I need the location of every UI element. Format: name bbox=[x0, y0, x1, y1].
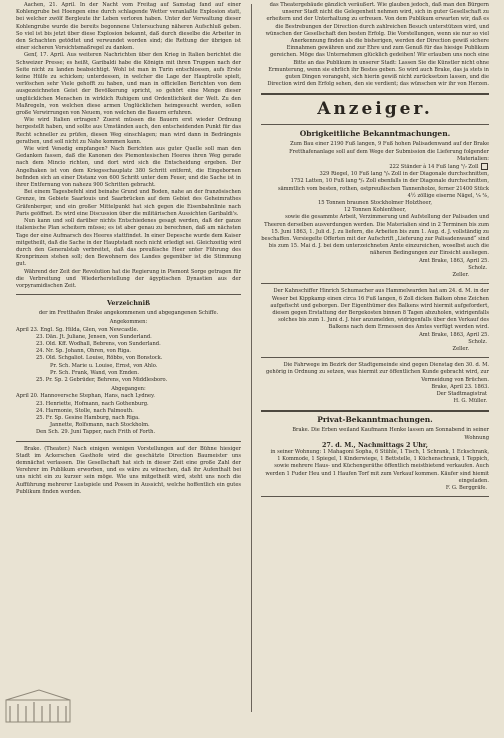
departed-row: April 20. Hannoversche Stephan, Hans, nach Lydney. bbox=[16, 393, 155, 400]
private-signature: F. G. Berggräfe. bbox=[445, 484, 487, 491]
departed-row: 23. Henriette, Hofmann, nach Gothenburg. bbox=[36, 400, 149, 407]
private-section-heading: Privat-Bekanntmachungen. bbox=[317, 415, 433, 425]
news-aachen: Aachen, 21. April. In der Nacht vom Freitag auf Samstag fand auf einer Kohlengrube bei Hoengen eine durch schlagende Wetter veranlaßte Explosion statt, bei welcher zwölf Bergleute ihr Leben verloren haben. Unter der Verwaltung dieser Kohlengrube wurde die bereits begonnene Untersuchung näheren Aufschluß geben. So viel ist bis jetzt über diese Explosion bekannt, daß durch dieselbe die Arbeiter in den Schachten getödtet und verwundet worden sind; die Rettung der übrigen ist einer sicheren Vorsichtsmaßregel zu danken. bbox=[16, 2, 241, 52]
page-sheet bbox=[8, 2, 494, 718]
column-rule bbox=[251, 4, 252, 712]
private-text: in seiner Wohnung: 1 Mahagoni Sopha, 6 Stühle, 1 Tisch, 1 Schrank, 1 Eckschrank, 1 Kommode, 1 Spiegel, 1 Kinderwiege, 1 Bettstelle, 1 Küchenschrank, 1 Teppich, sowie mehrere Haus- und Küchengeräthe öffentlich meistbietend verkaufen. Auch werden 1 Fuder Heu und 1 Haufen Torf mit zum Verkauf kommen. Käufer sind hiemit eingeladen. bbox=[265, 448, 489, 484]
departed-row: 25. Fr. Sp. Gesine Hamburg, nach Riga. bbox=[36, 414, 140, 421]
arrived-row: 25. Old. Schgaliot. Louise, Röbbs, von Bonstock. bbox=[36, 355, 163, 362]
theatre-continued: das Theatergebäude gänzlich veräußert. Wie glauben jedoch, daß man den Bürgern unserer Stadt nicht die Gelegenheit nehmen wird, sich in guter Gesellschaft zu erheitern und der Unterhaltung zu erfreuen. Von dem Publikum erwarten wir, daß es die Bestrebungen der Direction durch zahlreichen Besuch unterstützen wird, und wünschen der Gesellschaft den besten Erfolg. Die Vorstellungen, wenn sie nur so viel Anerkennung finden als die bisherigen, werden der Direction gewiß sichere Einnahmen gewähren und zur Ehre und zum Genuß für das hiesige Publikum gereichen. Möge das Unternehmen glücklich gedeihen! Wir erlauben uns noch eine Bitte an das Publikum in unserer Stadt: Lassen Sie die Künstler nicht ohne Ermunterung, wenn sie ehrlich ihr Bestes geben. So wird auch Brake, das ja stets in guten Dingen vorangeht, sich hierin gewiß nicht zurücksetzen lassen, und die Direction wird den Erfolg sehen, den sie verdient; das wünschen wir ihr von Herzen. bbox=[265, 2, 489, 88]
notice-balken-signature-2: Zeller. bbox=[452, 345, 469, 352]
news-paragraph-3: Wie wird Italien ertragen? Zuerst müssen die Bauern erst wieder Ordnung hergestellt haben, und sollte aus Umständen auch, den entscheidenden Punkt für das Recht schneller zu prüfen, diesen Weg einschlagen; man wird dann in Bedrängnis gerathen, und soll nicht zu Nahe kommen kann. bbox=[16, 117, 241, 145]
news-genf: Genf, 17. April. Aus weiteren Nachrichten über den Krieg in Italien berichtet die Schweizer Presse; es heißt, Garibaldi habe die Königin mit ihren Truppen nach der Seite nicht zu landen beabsichtigt. Wohl ist man in Turin entschlossen, aufs Erste keine Hülfe zu schicken; unterdessen, in welcher die Lage der Hauptrolle spielt, verlöschen sehr Viele gehofft zu haben, und man in officiellen Berichten von dem ausgezeichneten Geist der Bevölkerung spricht, so gehört eine Menge dieser unglücklichen Menschen in wirklich Ruhigem und Ordentlichkeit der Welt. Zu den Maßregeln, von welchen diese armen Unglücklichen heimgesucht werden, sollen große Verwirrungen von Neuem, von welchen die Bauern erfuhren. bbox=[16, 52, 241, 117]
material-item: 1752 Latten, 10 Fuß lang ⁴/₂ Zoll ebenfalls in der Diagonale durchschnitten, bbox=[290, 178, 489, 185]
private-date: 27. d. M., Nachmittags 2 Uhr, bbox=[321, 440, 429, 449]
auction-signature: Scholz. bbox=[468, 264, 487, 271]
private-intro: Brake. Die Erben weiland Kaufmann Henke lassen am Sonnabend in seiner Wohnung bbox=[292, 427, 489, 441]
news-paragraph-6: Nun kann und soll darüber nichts Entschiedenes gesagt werden, daß der ganze italienische Plan scheitern müsse; es ist aber genau zu berechnen, daß am nächsten Tage der eine Aufmarsch des Heeres stattfindet. In einer Depesche wurde dem Kaiser mitgetheilt, daß die Sache in der Hauptstadt noch nicht erledigt sei. Gleichzeitig wird durch den Generalstab verbreitet, daß das preußische Heer unter Führung des Kronprinzen stehen soll; den Bewohnern des Landes gegenüber ist die Stimmung gut. bbox=[16, 218, 241, 268]
arrived-row: 23. Old. Kff. Wodhall, Bebrens, von Sunderland. bbox=[36, 340, 161, 347]
right-column bbox=[261, 2, 489, 501]
theatre-notice: Brake. (Theater.) Nach einigen wenigen Vorstellungen auf der Bühne hiesiger Stadt im Ackerschen Gasthofe wird die geschätzte Direction Baumeister uns demnächst verlassen. Die Gesellschaft hat sich in dieser Zeit eine große Zahl der Verehrer im Publikum erworben, und es wäre zu wünschen, daß ihr Aufenthalt bei uns nicht ein zu kurzer sein möge. Wie uns mitgetheilt wird, steht uns noch die Aufführung mehrerer Lustspiele und Possen in Aussicht, welche hoffentlich ein gutes Publikum finden werden. bbox=[16, 445, 241, 495]
official-section-heading: Obrigkeitliche Bekanntmachungen. bbox=[299, 129, 451, 139]
divider bbox=[261, 410, 489, 412]
auction-intro: Zum Bau einer 2190 Fuß langen, 9 Fuß hohen Palisadenwand auf der Brake Fretthafenanlage soll auf dem Wege der Submission die Lieferung folgender Materialien: bbox=[289, 141, 489, 162]
material-item: 329 Riegel, 10 Fuß lang ⁵/₆ Zoll in der Diagonale durchschnitten, bbox=[319, 171, 489, 178]
notice-roads-date: Brake, April 23. 1863. bbox=[431, 383, 489, 390]
news-paragraph-4: Wie wird Venedig empfangen? Nach Berichten aus guter Quelle soll man den Gedanken fassen, daß die Kanonen des Piemontesischen Heeres ihren Weg gerade nach dem Mincio richten, und dort wird sich die Entscheidung ergeben. Der Angelhaken ist von dem Kriegsschauplatz 380 Schritt entfernt, die Eingebornen befinden sich an einer Distanz von 600 Schritt unter dem Feuer, und die Sache ist in ihrer Entfernung von nahezu 900 Schritten gebracht. bbox=[16, 146, 241, 189]
notice-balken-date: Amt Brake, 1863, April 25. bbox=[419, 331, 489, 338]
news-paragraph-5: Bei einem Tagesbefehl sind beinahe Grund und Boden, nahe an der französischen Grenze, im Gebiete Saarlouis und Saarbrücken auf dem Gebiet des Geheimrathes Gräfenberger, und ein großer Mittelpunkt hat sich gegen die Eisenbahnlinie nach Paris geöffnet. Es wird eine Discussion über die militärischen Aussichten Garibaldi's. bbox=[16, 189, 241, 217]
auction-signature-2: Zeller. bbox=[452, 272, 469, 279]
arrived-heading: Angekommen: bbox=[109, 319, 148, 326]
arrived-row: April 23. Engl. Sg. Hilda, Glen, von Newcastle. bbox=[16, 326, 139, 333]
departed-heading: Abgegangen: bbox=[111, 386, 146, 393]
divider bbox=[261, 283, 489, 284]
departed-row: Den Sch. 29. Juni Tapper, nach Frith of Forth. bbox=[36, 429, 156, 436]
library-logo bbox=[4, 686, 74, 726]
notice-roads-signature: H. G. Müller. bbox=[453, 398, 487, 405]
arrived-row: Pr. Sch. Frank, Wand, von Emden. bbox=[50, 369, 140, 376]
news-paragraph-7: Während der Zeit der Revolution hat die Regierung in Piemont Sorge getragen für die Verbreitung und Wiederherstellung der ägyptischen Dynastien aus der vorpyramidischen Zeit. bbox=[16, 268, 241, 289]
divider bbox=[16, 294, 241, 295]
anzeiger-heading: Anzeiger. bbox=[317, 99, 433, 120]
divider bbox=[261, 93, 489, 95]
divider bbox=[261, 357, 489, 358]
arrived-row: Pr. Sch. Marie u. Louise, Ernst, von Ahlo. bbox=[50, 362, 158, 369]
left-column bbox=[16, 2, 241, 496]
auction-date: Amt Brake, 1863, April 25. bbox=[419, 257, 489, 264]
departed-row: Jannette, Rolfsmann, nach Stockholm. bbox=[50, 422, 150, 429]
divider bbox=[261, 496, 489, 497]
divider bbox=[261, 124, 489, 125]
bracket-box bbox=[481, 163, 488, 170]
material-item: 222 Ständer à 14 Fuß lang ⁵/₇ Zoll bbox=[261, 163, 489, 171]
notice-roads-org: Der Stadtmagistrat bbox=[436, 390, 487, 397]
ships-subtitle: der im Fretthafen Brake angekommenen und abgegangenen Schiffe. bbox=[38, 310, 219, 317]
notice-roads: Die Fahrwege im Bezirk der Stadtgemeinde sind gegen Dienstag den 30. d. M. gehörig in Ordnung zu setzen, was hiermit zur öffentlichen Kunde gebracht wird, zur Vermeidung von Brüchen. bbox=[266, 362, 489, 383]
arrived-row: 23. Dän. Jt. Juliane, Jensen, von Sunderland. bbox=[36, 333, 152, 340]
notice-balken: Der Kahnschiffer Hinrich Schumacher aus Hammelwarden hat am 24. d. M. in der Weser bei Kippkamp einen circa 16 Fuß langen, 6 Zoll dicken Balken ohne Zeichen aufgefischt und geborgen. Der Eigenthümer des Balkens wird hiermit aufgefordert, diesen gegen Erstattung der Bergekosten binnen 8 Tagen abzuholen, widrigenfalls solches bis zum 1. Juni d. J. hier anzumelden, widrigenfalls über den Verkauf des Balkens nach dem Ermessen des Amtes verfügt werden wird. bbox=[270, 288, 489, 331]
material-line: 15 Tonnen braunen Stockholmer Holztheer, bbox=[318, 200, 432, 207]
ships-title: Verzeichniß bbox=[106, 299, 151, 308]
auction-text: sowie die gesammte Arbeit, Verzimmerung und Aufstellung der Palisaden und Theeren derselben ausverdungen werden. Die Materialien sind in 2 Terminen bis zum 15. Juni 1863, 1. Juli d. J. zu liefern, die Arbeiten bis zum 1. Aug. d. J. vollständig zu beschaffen. Versiegelte Offerten mit der Aufschrift „Lieferung zur Palisadenwand“ sind bis zum 15. Mai d. J. bei dem unterzeichneten Amte einzureichen, woselbst auch die näheren Bedingungen zur Einsicht ausliegen. bbox=[261, 214, 489, 257]
divider bbox=[16, 441, 241, 442]
items-tail: sämmtlich vom besten, rothen, ostpreußischen Tannenholze, ferner 21400 Stück 4½ zöllige eiserne Nägel, ¹⁄₈ ²⁄₈, bbox=[277, 185, 489, 199]
arrived-row: 25. Pr. Sp. 2 Gebrüder, Behrens, von Middlesboro. bbox=[36, 376, 168, 383]
departed-row: 24. Harmonie, Stolle, nach Falmouth. bbox=[36, 407, 134, 414]
arrived-row: 24. Nr. Sp. Johann, Ohren, von Riga. bbox=[36, 348, 132, 355]
material-line: 12 Tonnen Kohlentheer, bbox=[344, 207, 406, 214]
notice-balken-signature: Scholz. bbox=[468, 338, 487, 345]
